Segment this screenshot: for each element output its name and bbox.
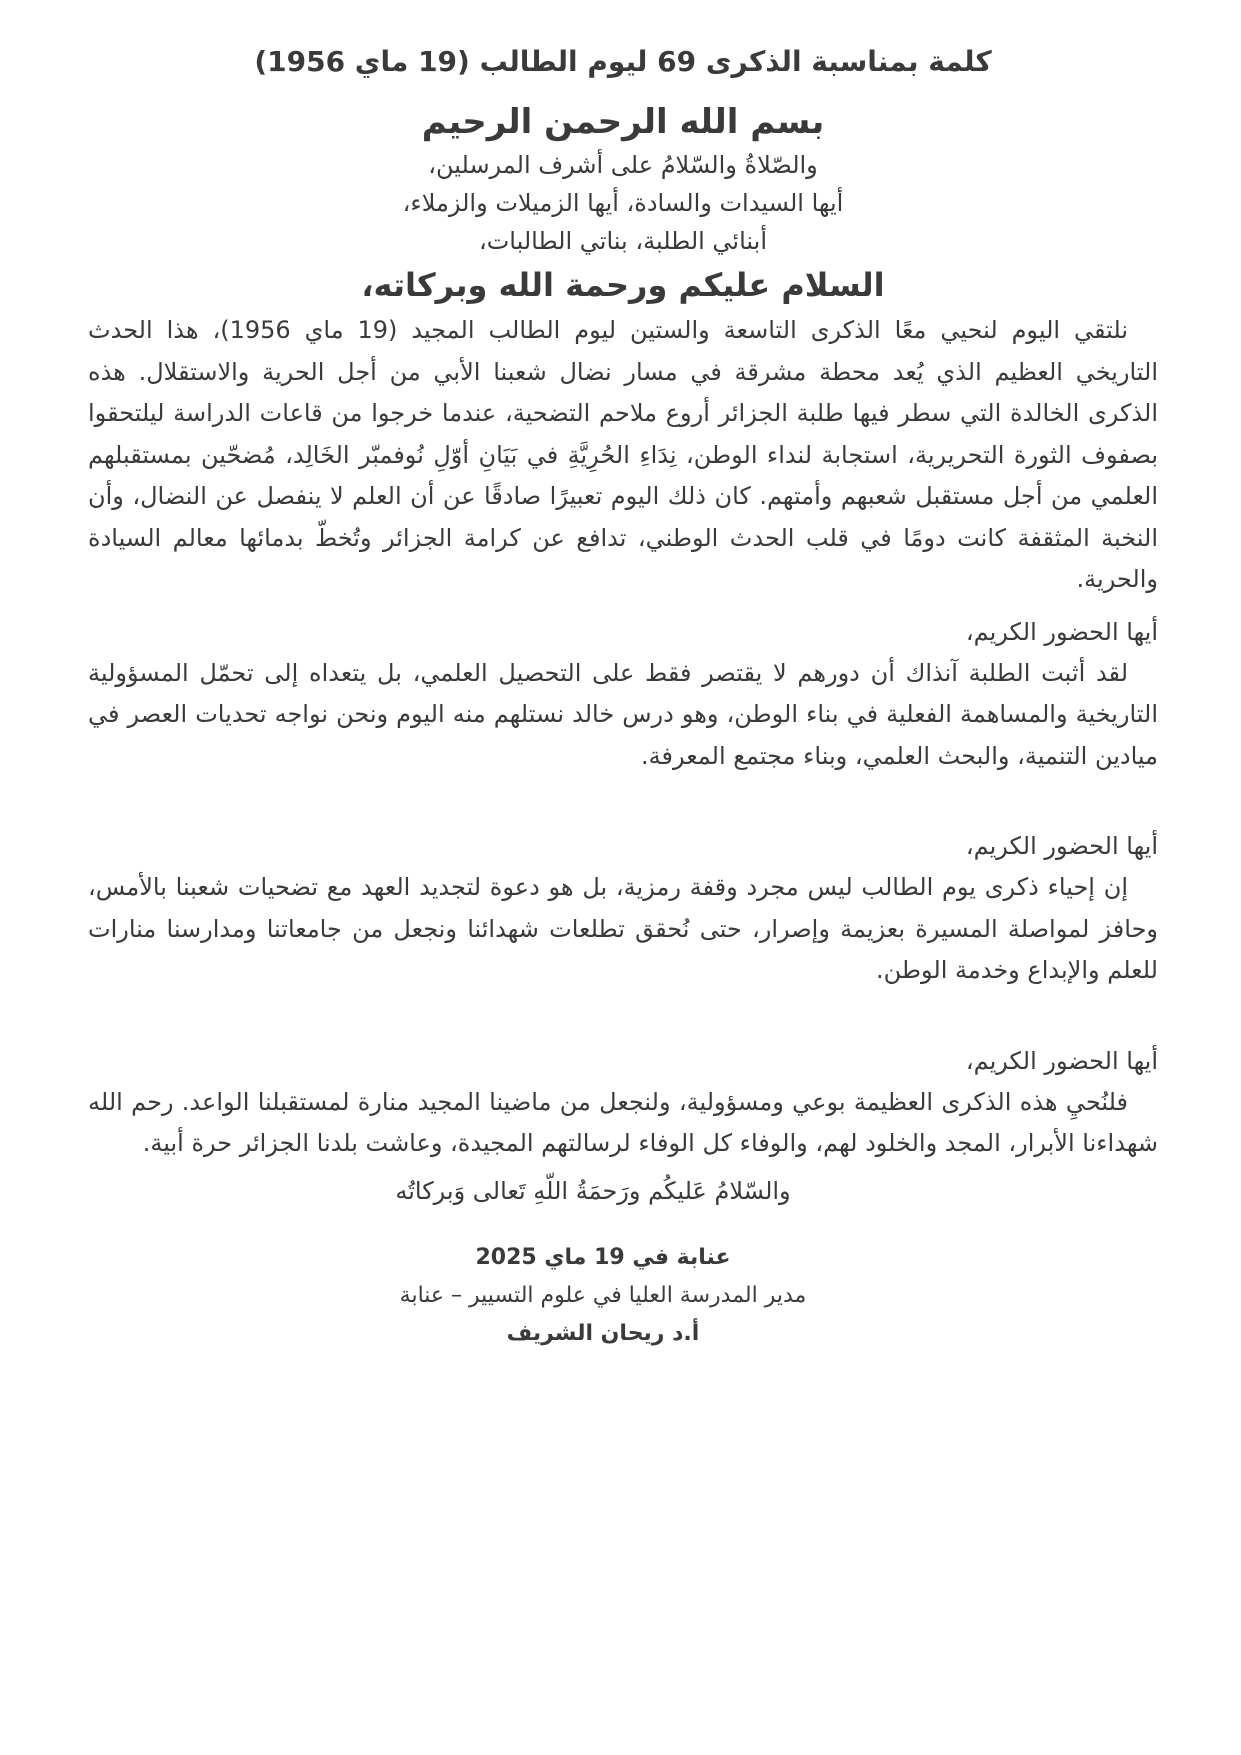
signature-name: أ.د ريحان الشريف [506,1320,700,1346]
audience-address-3: أيها الحضور الكريم، [965,1046,1158,1075]
body-paragraph-4: فلنُحيِ هذه الذكرى العظيمة بوعي ومسؤولية، ولنجعل من ماضينا المجيد منارة لمستقبلنا الواعد. رحم الله شهداءنا الأبرار، المجد والخلود لهم، والوفاء كل الوفاء لرسالتهم المجيدة، وعاشت بلدنا الجزائر حرة أبية. [88,1087,1158,1157]
greeting-line: والصّلاةُ والسّلامُ على أشرف المرسلين، [428,151,818,179]
spacer [88,601,1158,611]
opening-block [88,98,1158,310]
basmala: بسم الله الرحمن الرحيم [421,102,825,142]
spacer [88,992,1158,1040]
audience-address-2: أيها الحضور الكريم، [965,832,1158,860]
signature-place-date: عنابة في 19 ماي 2025 [475,1244,731,1270]
closing-salutation: والسّلامُ عَليكُم ورَحمَةُ اللّهِ تَعالى وَبركاتُه [395,1176,791,1205]
salam-greeting: السلام عليكم ورحمة الله وبركاته، [361,266,885,304]
spacer [88,777,1158,825]
document-page [88,36,1158,1353]
body-paragraph-3: إن إحياء ذكرى يوم الطالب ليس مجرد وقفة رمزية، بل هو دعوة لتجديد العهد مع تضحيات شعبنا بالأمس، وحافز لمواصلة المسيرة بعزيمة وإصرار، حتى نُحقق تطلعات شهدائنا ونجعل من جامعاتنا ومدارسنا منارات للعلم والإبداع وخدمة الوطن. [88,873,1158,984]
greeting-line: أبنائي الطلبة، بناتي الطالبات، [478,227,768,255]
audience-address-1: أيها الحضور الكريم، [965,617,1158,646]
document-title: كلمة بمناسبة الذكرى 69 ليوم الطالب (19 ماي 1956) [254,45,992,78]
body-paragraph-2: لقد أثبت الطلبة آنذاك أن دورهم لا يقتصر فقط على التحصيل العلمي، بل يتعداه إلى تحمّل المسؤولية التاريخية والمساهمة الفعلية في بناء الوطن، وهو درس خالد نستلهم منه اليوم ونحن نواجه تحديات العصر في ميادين التنمية، والبحث العلمي، وبناء مجتمع المعرفة. [88,658,1158,770]
greeting-line: أيها السيدات والسادة، أيها الزميلات والزملاء، [402,189,844,217]
signature-block [88,1239,1158,1353]
body-paragraph-1: نلتقي اليوم لنحيي معًا الذكرى التاسعة والستين ليوم الطالب المجيد (19 ماي 1956)، هذا الحدث التاريخي العظيم الذي يُعد محطة مشرقة في مسار نضال شعبنا الأبي من أجل الحرية والاستقلال. هذه الذكرى الخالدة التي سطر فيها طلبة الجزائر أروع ملاحم التضحية، عندما خرجوا من قاعات الدراسة ليلتحقوا بصفوف الثورة التحريرية، استجابة لنداء الوطن، نِدَاءِ الحُرِيَّةِ في بَيَانِ أوّلِ نُوفمبّر الخَالِد، مُضحّين بمستقبلهم العلمي من أجل مستقبل شعبهم وأمتهم. كان ذلك اليوم تعبيرًا صادقًا عن أن العلم لا ينفصل عن النضال، وأن النخبة المثقفة كانت دومًا في قلب الحدث الوطني، تدافع عن كرامة الجزائر وتُخطّ بدمائها معالم السيادة والحرية. [88,316,1158,593]
signature-role: مدير المدرسة العليا في علوم التسيير – عنابة [399,1282,807,1308]
